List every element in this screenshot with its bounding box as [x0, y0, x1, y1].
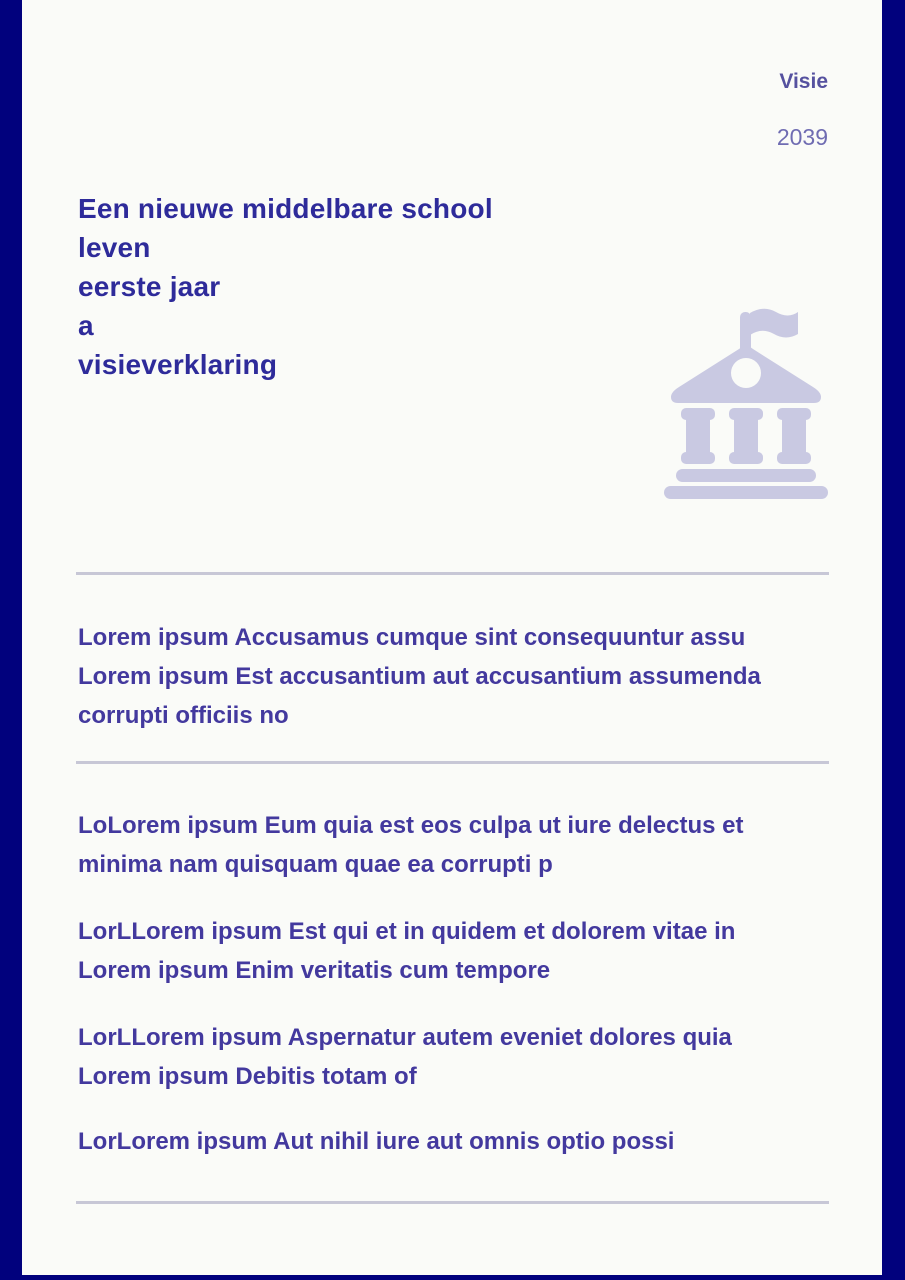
paragraph-line: LorLLorem ipsum Est qui et in quidem et dolorem vitae in: [78, 918, 736, 945]
paragraph-line: Lorem ipsum Enim veritatis cum tempore: [78, 957, 551, 984]
title-line: a: [78, 310, 94, 341]
list-item: [78, 912, 838, 990]
stylobate-upper: [676, 469, 816, 482]
title-line: eerste jaar: [78, 271, 221, 302]
flag: [750, 309, 798, 338]
page-title: [78, 189, 493, 384]
column-base: [777, 452, 811, 464]
list-item: [78, 1018, 838, 1096]
pediment-window: [731, 358, 761, 388]
list-item: [78, 1122, 838, 1161]
divider: [76, 572, 829, 575]
paragraph-line: LorLorem ipsum Aut nihil iure aut omnis optio possi: [78, 1128, 675, 1155]
title-line: Een nieuwe middelbare school: [78, 193, 493, 224]
paragraph-line: Lorem ipsum Accusamus cumque sint consequuntur assu: [78, 624, 746, 651]
doc-year: 2039: [776, 124, 828, 150]
column-base: [729, 452, 763, 464]
divider: [76, 761, 829, 764]
paragraph-line: Lorem ipsum Debitis totam of: [78, 1063, 417, 1090]
doc-label: Visie: [779, 70, 828, 93]
title-line: visieverklaring: [78, 349, 278, 380]
stylobate-lower: [664, 486, 828, 499]
column-base: [681, 452, 715, 464]
title-line: leven: [78, 232, 151, 263]
divider: [76, 1201, 829, 1204]
column-shaft: [782, 414, 806, 458]
paragraph-line: LoLorem ipsum Eum quia est eos culpa ut iure delectus et: [78, 812, 744, 839]
list-item: [78, 806, 838, 884]
column-shaft: [734, 414, 758, 458]
column-shaft: [686, 414, 710, 458]
intro-paragraph: [78, 618, 838, 735]
school-building-icon: [664, 300, 828, 499]
paragraph-line: Lorem ipsum Est accusantium aut accusantium assumenda: [78, 663, 761, 690]
paragraph-line: minima nam quisquam quae ea corrupti p: [78, 851, 553, 878]
paragraph-line: corrupti officiis no: [78, 702, 289, 729]
paragraph-line: LorLLorem ipsum Aspernatur autem eveniet dolores quia: [78, 1024, 732, 1051]
